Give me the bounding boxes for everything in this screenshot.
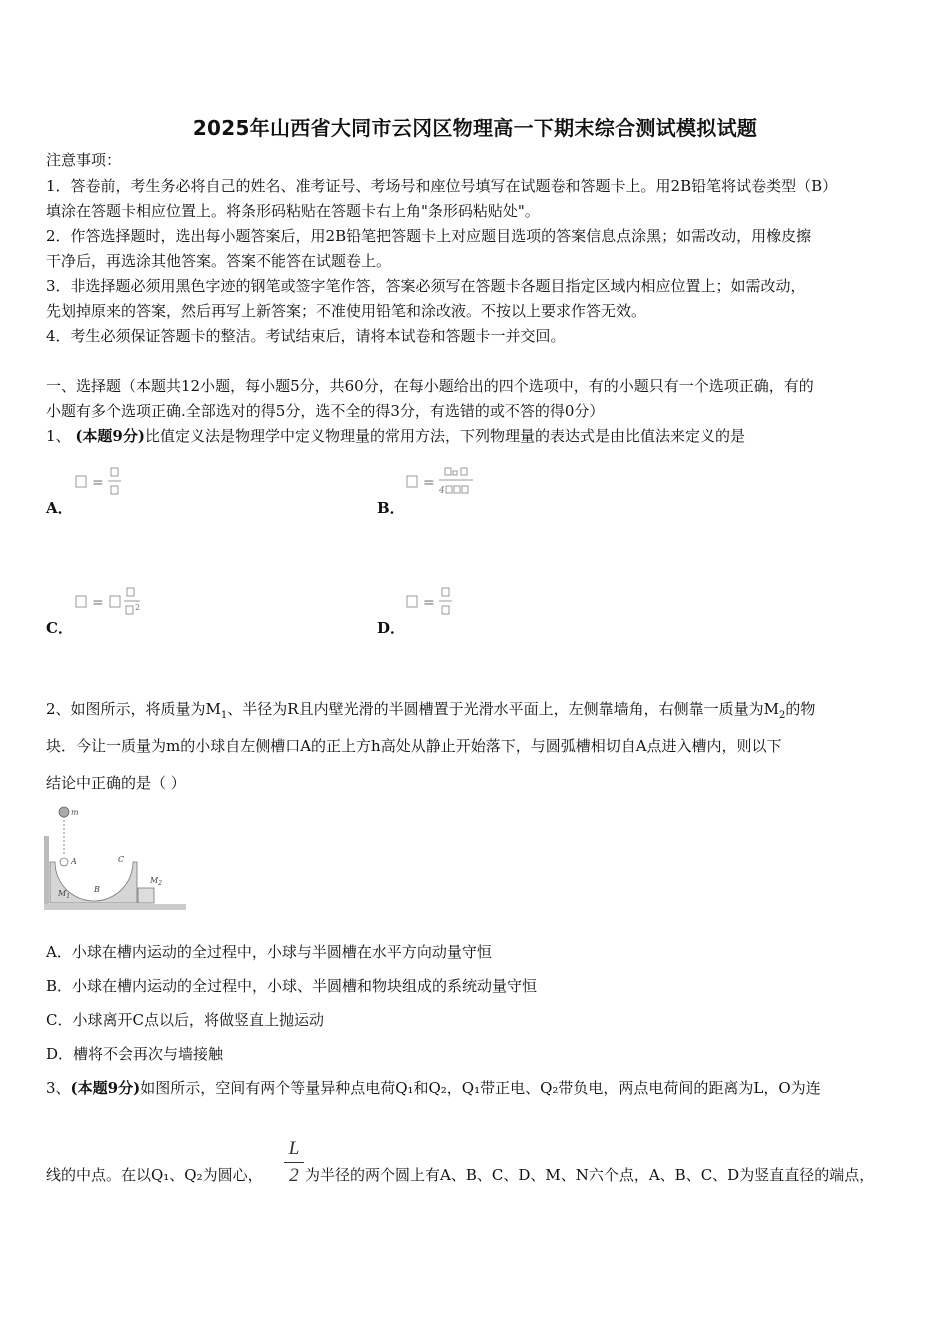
point-a-marker — [60, 858, 68, 866]
question-3-stem-line-2a: 线的中点。在以Q₁、Q₂为圆心， — [46, 1166, 263, 1184]
label-m2: $M_2$ — [150, 876, 163, 887]
question-1-option-c[interactable]: C． — [46, 619, 73, 637]
notice-line-1: 1．答卷前，考生务必将自己的姓名、准考证号、考场号和座位号填写在试题卷和答题卡上。用2B铅笔将试卷类型（B） — [46, 177, 838, 195]
svg-text:=: = — [92, 475, 104, 491]
question-1-tag: (本题9分) — [75, 427, 145, 445]
svg-text:=: = — [423, 595, 435, 611]
question-2-option-b[interactable]: B．小球在槽内运动的全过程中，小球、半圆槽和物块组成的系统动量守恒 — [46, 977, 538, 995]
formula-c — [74, 586, 154, 620]
label-m1: $M_1$ — [58, 889, 71, 900]
question-1-option-b[interactable]: B． — [377, 499, 405, 517]
q2-sub-1: 1 — [220, 710, 228, 721]
formula-b — [405, 466, 485, 500]
notice-line-7: 4．考生必须保证答题卡的整洁。考试结束后，请将本试卷和答题卡一并交回。 — [46, 327, 566, 345]
section-1-intro-2: 小题有多个选项正确.全部选对的得5分，选不全的得3分，有选错的或不答的得0分） — [46, 402, 605, 420]
label-a: A — [71, 857, 77, 866]
block-m2 — [138, 888, 154, 903]
formula-a — [74, 466, 134, 500]
question-3-tag: (本题9分) — [70, 1079, 141, 1097]
question-1-text: 比值定义法是物理学中定义物理量的常用方法，下列物理量的表达式是由比值法来定义的是 — [144, 427, 745, 445]
notice-line-5: 3．非选择题必须用黑色字迹的钢笔或签字笔作答，答案必须写在答题卡各题目指定区域内相应位置上；如需改动， — [46, 277, 806, 295]
question-3-number: 3、 — [46, 1079, 71, 1097]
notice-line-2: 填涂在答题卡相应位置上。将条形码粘贴在答题卡右上角"条形码粘贴处"。 — [46, 202, 540, 220]
notice-line-3: 2．作答选择题时，选出每小题答案后，用2B铅笔把答题卡上对应题目选项的答案信息点涂黑；如需改动，用橡皮擦 — [46, 227, 812, 245]
svg-text:=: = — [92, 595, 104, 611]
svg-text:=: = — [423, 475, 435, 491]
question-3-stem-line-1 — [46, 1078, 821, 1098]
formula-c-exponent: 2 — [135, 603, 141, 612]
q2-line1-part-b: 、半径为R且内壁光滑的半圆槽置于光滑水平面上，左侧靠墙角，右侧靠一质量为M — [227, 700, 779, 718]
wall — [44, 836, 49, 908]
q2-sub-2: 2 — [778, 710, 786, 721]
question-1-stem — [46, 426, 745, 446]
question-1-option-a[interactable]: A． — [46, 499, 73, 517]
formula-b-denominator: 4 — [439, 486, 445, 496]
label-c: C — [118, 855, 125, 864]
q2-line1-part-c: 的物 — [785, 700, 816, 718]
section-1-intro-1: 一、选择题（本题共12小题，每小题5分，共60分，在每小题给出的四个选项中，有的小题只有一个选项正确，有的 — [46, 377, 814, 395]
notice-line-6: 先划掉原来的答案，然后再写上新答案；不准使用铅笔和涂改液。不按以上要求作答无效。 — [46, 302, 647, 320]
question-1-option-d[interactable]: D． — [377, 619, 406, 637]
label-m: m — [71, 808, 79, 817]
notice-heading: 注意事项： — [46, 151, 122, 169]
question-2-option-c[interactable]: C．小球离开C点以后，将做竖直上抛运动 — [46, 1011, 324, 1029]
question-2-stem-line-3: 结论中正确的是（ ） — [46, 774, 186, 792]
fraction-l-over-2 — [284, 1138, 304, 1187]
question-2-stem-line-2: 块．今让一质量为m的小球自左侧槽口A的正上方h高处从静止开始落下，与圆弧槽相切自A点进入槽内，则以下 — [46, 737, 782, 755]
question-3-text: 如图所示，空间有两个等量异种点电荷Q₁和Q₂，Q₁带正电、Q₂带负电，两点电荷间的距离为L，O为连 — [140, 1079, 821, 1097]
floor — [44, 904, 186, 910]
notice-line-4: 干净后，再选涂其他答案。答案不能答在试题卷上。 — [46, 252, 392, 270]
label-b: B — [94, 885, 100, 894]
page-title: 2025年山西省大同市云冈区物理高一下期末综合测试模拟试题 — [192, 116, 758, 140]
ball — [59, 807, 69, 817]
fraction-numerator: L — [288, 1138, 300, 1159]
q2-line1-part-a: 2、如图所示，将质量为M — [46, 700, 221, 718]
question-2-stem-line-1 — [46, 699, 815, 726]
question-3-stem-line-2b: 为半径的两个圆上有A、B、C、D、M、N六个点，A、B、C、D为竖直直径的端点， — [305, 1166, 875, 1184]
question-2-option-d[interactable]: D．槽将不会再次与墙接触 — [46, 1045, 224, 1063]
question-2-option-a[interactable]: A．小球在槽内运动的全过程中，小球与半圆槽在水平方向动量守恒 — [46, 943, 492, 961]
question-2-figure — [44, 806, 189, 914]
formula-d — [405, 586, 465, 620]
question-1-number: 1、 — [46, 427, 71, 445]
fraction-denominator: 2 — [289, 1165, 299, 1186]
